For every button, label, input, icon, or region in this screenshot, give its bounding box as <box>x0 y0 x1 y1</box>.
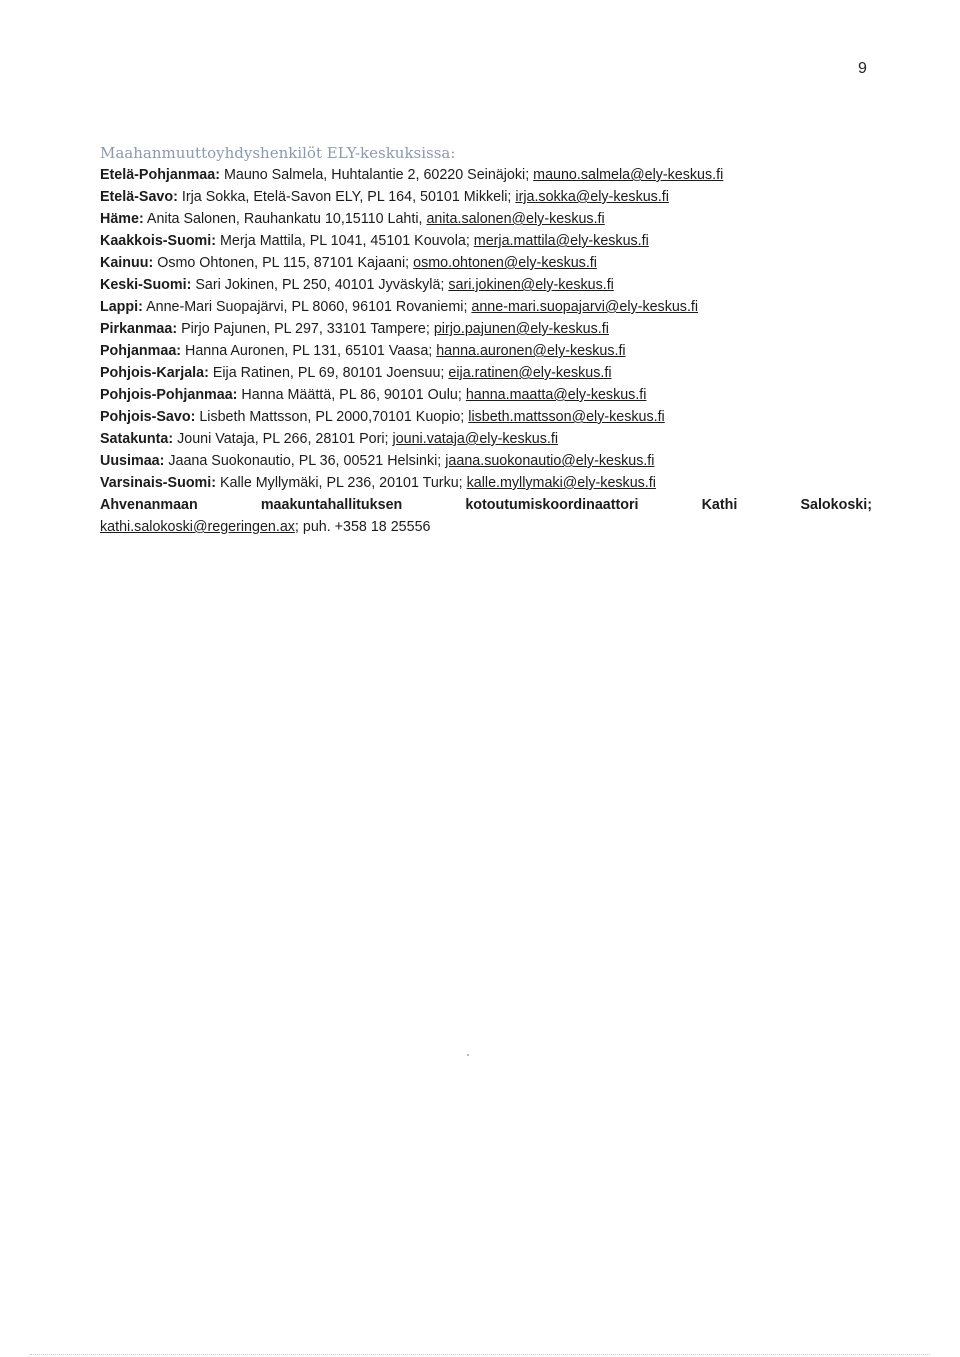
ahvenanmaa-word: kotoutumiskoordinaattori <box>465 497 639 513</box>
region-label: Etelä-Pohjanmaa <box>100 167 216 183</box>
contact-details: Jouni Vataja, PL 266, 28101 Pori; <box>177 431 389 447</box>
region-colon: : <box>190 409 196 425</box>
region-colon: : <box>138 299 143 315</box>
contact-details: Sari Jokinen, PL 250, 40101 Jyväskylä; <box>195 277 445 293</box>
region-label: Keski-Suomi <box>100 277 187 293</box>
contact-entry <box>100 164 872 186</box>
region-colon: : <box>138 211 144 227</box>
email-link[interactable]: anita.salonen@ely-keskus.fi <box>426 211 605 227</box>
region-colon: : <box>211 475 217 491</box>
section-heading: Maahanmuuttoyhdyshenkilöt ELY-keskuksissa: <box>100 144 456 162</box>
contact-entry <box>100 472 872 494</box>
region-colon: : <box>204 365 209 381</box>
contact-entry <box>100 186 872 208</box>
contact-entry <box>100 208 872 230</box>
email-link[interactable]: eija.ratinen@ely-keskus.fi <box>448 365 612 381</box>
phone-text: ; puh. +358 18 25556 <box>294 519 431 535</box>
contact-details: Anne-Mari Suopajärvi, PL 8060, 96101 Rovaniemi; <box>146 299 468 315</box>
region-colon: : <box>215 167 220 183</box>
ahvenanmaa-contact <box>100 516 872 538</box>
region-colon: : <box>159 453 165 469</box>
region-label: Pohjois-Pohjanmaa <box>100 387 233 403</box>
region-label: Varsinais-Suomi <box>100 475 212 491</box>
region-colon: : <box>168 431 174 447</box>
contact-entry <box>100 340 872 362</box>
page-number: 9 <box>858 60 867 77</box>
email-link[interactable]: irja.sokka@ely-keskus.fi <box>515 189 669 205</box>
contact-details: Irja Sokka, Etelä-Savon ELY, PL 164, 50101 Mikkeli; <box>181 189 512 205</box>
region-colon: : <box>176 343 182 359</box>
contact-entry <box>100 296 872 318</box>
region-label: Kaakkois-Suomi <box>100 233 212 249</box>
document-body <box>100 142 872 538</box>
contact-details: Jaana Suokonautio, PL 36, 00521 Helsinki; <box>168 453 442 469</box>
email-link[interactable]: jaana.suokonautio@ely-keskus.fi <box>445 453 655 469</box>
email-link[interactable]: kalle.myllymaki@ely-keskus.fi <box>466 475 656 491</box>
email-link[interactable]: jouni.vataja@ely-keskus.fi <box>392 431 559 447</box>
email-link[interactable]: merja.mattila@ely-keskus.fi <box>473 233 649 249</box>
contact-entry <box>100 252 872 274</box>
region-colon: : <box>211 233 216 249</box>
contact-details: Eija Ratinen, PL 69, 80101 Joensuu; <box>212 365 445 381</box>
region-label: Satakunta <box>100 431 169 447</box>
region-label: Pohjois-Karjala <box>100 365 205 381</box>
email-link[interactable]: hanna.maatta@ely-keskus.fi <box>465 387 647 403</box>
email-link[interactable]: sari.jokinen@ely-keskus.fi <box>448 277 614 293</box>
email-link[interactable]: osmo.ohtonen@ely-keskus.fi <box>413 255 597 271</box>
region-label: Pirkanmaa <box>100 321 173 337</box>
region-label: Etelä-Savo <box>100 189 174 205</box>
email-link[interactable]: mauno.salmela@ely-keskus.fi <box>533 167 724 183</box>
ahvenanmaa-word: Salokoski; <box>800 497 872 513</box>
region-label: Pohjois-Savo <box>100 409 191 425</box>
scan-speck <box>467 1054 469 1056</box>
region-label: Pohjanmaa <box>100 343 177 359</box>
contact-details: Merja Mattila, PL 1041, 45101 Kouvola; <box>219 233 470 249</box>
contact-list <box>100 164 872 494</box>
region-colon: : <box>148 255 154 271</box>
contact-entry <box>100 230 872 252</box>
region-label: Lappi <box>100 299 139 315</box>
contact-entry <box>100 318 872 340</box>
contact-details: Kalle Myllymäki, PL 236, 20101 Turku; <box>220 475 463 491</box>
contact-details: Mauno Salmela, Huhtalantie 2, 60220 Seinäjoki; <box>223 167 530 183</box>
region-label: Häme <box>100 211 139 227</box>
region-label: Uusimaa <box>100 453 160 469</box>
region-colon: : <box>173 189 178 205</box>
region-label: Kainuu <box>100 255 149 271</box>
contact-entry <box>100 406 872 428</box>
scan-edge-dots <box>30 1354 930 1356</box>
region-colon: : <box>186 277 192 293</box>
ahvenanmaa-word: Kathi <box>701 497 738 513</box>
email-link[interactable]: kathi.salokoski@regeringen.ax <box>100 519 295 535</box>
ahvenanmaa-word: maakuntahallituksen <box>260 497 403 513</box>
contact-details: Lisbeth Mattsson, PL 2000,70101 Kuopio; <box>199 409 465 425</box>
contact-details: Hanna Auronen, PL 131, 65101 Vaasa; <box>185 343 433 359</box>
contact-details: Anita Salonen, Rauhankatu 10,15110 Lahti, <box>146 211 423 227</box>
email-link[interactable]: lisbeth.mattsson@ely-keskus.fi <box>468 409 665 425</box>
contact-entry <box>100 362 872 384</box>
email-link[interactable]: pirjo.pajunen@ely-keskus.fi <box>433 321 609 337</box>
contact-entry <box>100 274 872 296</box>
region-colon: : <box>172 321 178 337</box>
ahvenanmaa-word: Ahvenanmaan <box>100 497 198 513</box>
contact-entry <box>100 428 872 450</box>
ahvenanmaa-line <box>100 494 872 516</box>
region-colon: : <box>232 387 238 403</box>
email-link[interactable]: hanna.auronen@ely-keskus.fi <box>436 343 626 359</box>
contact-details: Hanna Määttä, PL 86, 90101 Oulu; <box>241 387 462 403</box>
contact-details: Osmo Ohtonen, PL 115, 87101 Kajaani; <box>157 255 410 271</box>
email-link[interactable]: anne-mari.suopajarvi@ely-keskus.fi <box>471 299 699 315</box>
contact-entry <box>100 450 872 472</box>
contact-entry <box>100 384 872 406</box>
contact-details: Pirjo Pajunen, PL 297, 33101 Tampere; <box>181 321 430 337</box>
